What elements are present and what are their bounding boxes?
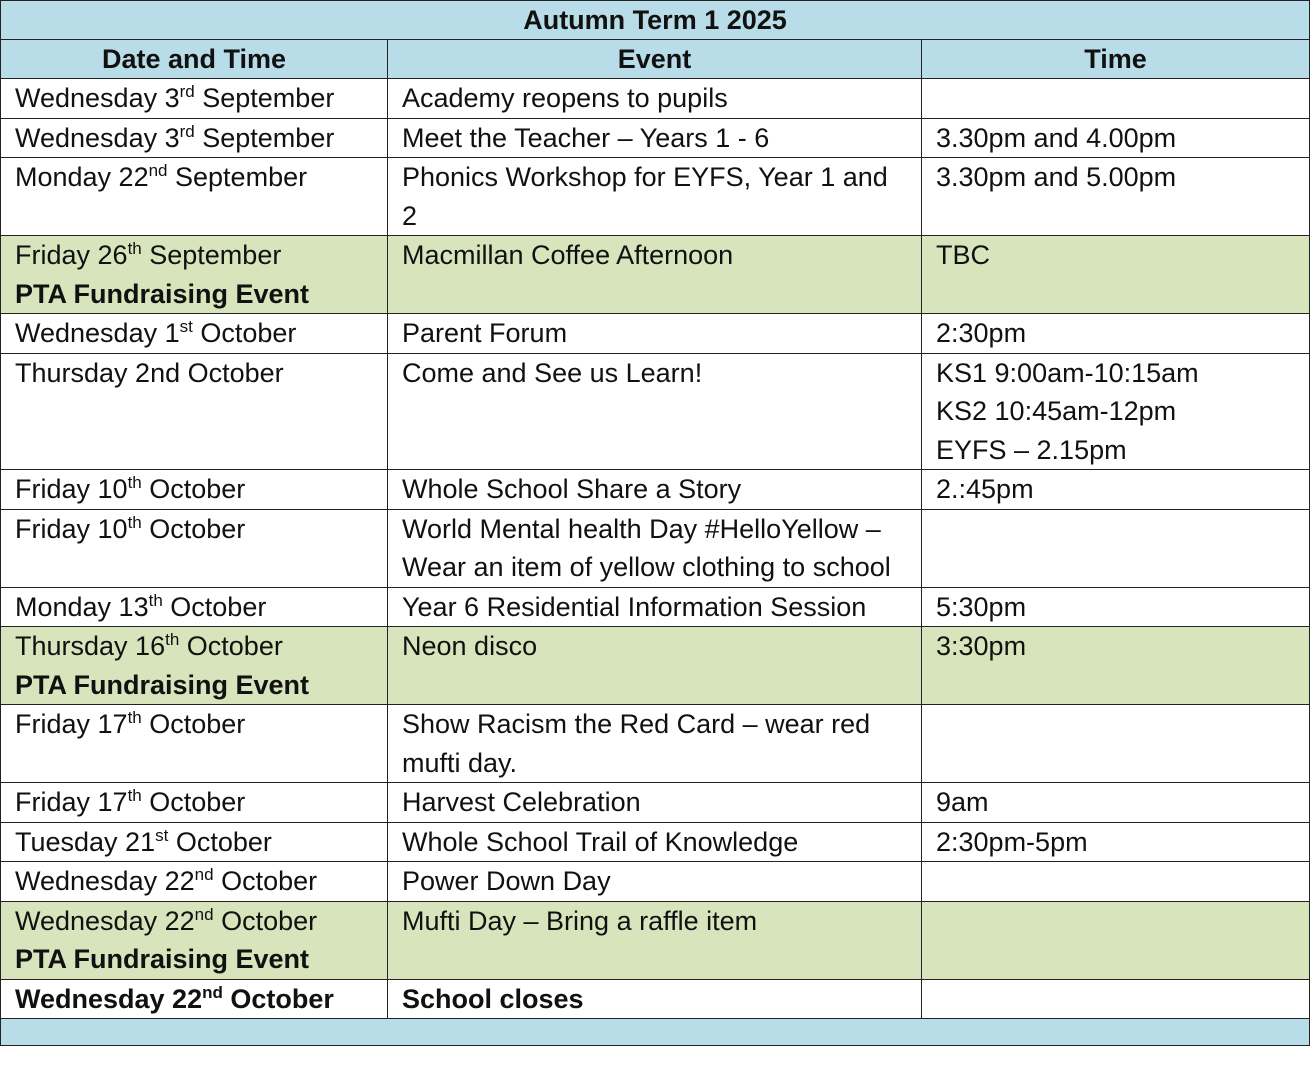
date-cell: Thursday 16th October PTA Fundraising Event — [1, 627, 388, 705]
event-cell: Whole School Trail of Knowledge — [388, 822, 922, 862]
date-cell: Wednesday 22nd October PTA Fundraising Event — [1, 901, 388, 979]
table-row — [1, 587, 1310, 627]
table-title-row — [1, 1, 1310, 40]
table-footer-row — [1, 1019, 1310, 1046]
table-row — [1, 353, 1310, 470]
date-cell: Friday 10th October — [1, 509, 388, 587]
time-cell: TBC — [922, 236, 1310, 314]
event-cell: School closes — [388, 979, 922, 1019]
event-cell: Phonics Workshop for EYFS, Year 1 and 2 — [388, 158, 922, 236]
time-cell: 3.30pm and 4.00pm — [922, 118, 1310, 158]
event-cell: Come and See us Learn! — [388, 353, 922, 470]
date-cell: Wednesday 22nd October — [1, 979, 388, 1019]
event-cell: Mufti Day – Bring a raffle item — [388, 901, 922, 979]
event-cell: Whole School Share a Story — [388, 470, 922, 510]
time-line: EYFS – 2.15pm — [936, 434, 1127, 465]
time-line: KS2 10:45am-12pm — [936, 396, 1177, 426]
header-date: Date and Time — [1, 40, 388, 79]
time-cell — [922, 862, 1310, 902]
event-cell: Harvest Celebration — [388, 783, 922, 823]
event-cell: Meet the Teacher – Years 1 - 6 — [388, 118, 922, 158]
date-cell: Tuesday 21st October — [1, 822, 388, 862]
pta-label: PTA Fundraising Event — [15, 278, 310, 309]
table-row — [1, 822, 1310, 862]
time-cell: 5:30pm — [922, 587, 1310, 627]
date-cell: Friday 10th October — [1, 470, 388, 510]
event-cell: Macmillan Coffee Afternoon — [388, 236, 922, 314]
date-cell: Friday 17th October — [1, 705, 388, 783]
event-cell: Parent Forum — [388, 314, 922, 354]
event-cell: Show Racism the Red Card – wear red mufti day. — [388, 705, 922, 783]
time-cell — [922, 901, 1310, 979]
date-cell: Friday 17th October — [1, 783, 388, 823]
event-cell: Academy reopens to pupils — [388, 79, 922, 119]
table-title: Autumn Term 1 2025 — [1, 1, 1310, 40]
time-cell: 2:30pm — [922, 314, 1310, 354]
date-cell: Monday 13th October — [1, 587, 388, 627]
table-row-pta — [1, 236, 1310, 314]
date-cell: Monday 22nd September — [1, 158, 388, 236]
event-cell: Power Down Day — [388, 862, 922, 902]
table-row-pta — [1, 901, 1310, 979]
time-cell — [922, 353, 1310, 470]
table-row — [1, 509, 1310, 587]
date-cell: Thursday 2nd October — [1, 353, 388, 470]
table-header-row — [1, 40, 1310, 79]
table-row-pta — [1, 627, 1310, 705]
date-cell: Wednesday 22nd October — [1, 862, 388, 902]
table-row — [1, 862, 1310, 902]
date-cell: Wednesday 3rd September — [1, 118, 388, 158]
time-cell: 3:30pm — [922, 627, 1310, 705]
table-footer — [1, 1019, 1310, 1046]
date-cell: Friday 26th September PTA Fundraising Event — [1, 236, 388, 314]
table-row — [1, 314, 1310, 354]
table-row — [1, 118, 1310, 158]
table-row — [1, 79, 1310, 119]
table-row — [1, 783, 1310, 823]
event-cell: Year 6 Residential Information Session — [388, 587, 922, 627]
event-cell: World Mental health Day #HelloYellow – Wear an item of yellow clothing to school — [388, 509, 922, 587]
time-cell: 9am — [922, 783, 1310, 823]
time-cell — [922, 79, 1310, 119]
time-cell — [922, 979, 1310, 1019]
event-cell: Neon disco — [388, 627, 922, 705]
table-row-closing — [1, 979, 1310, 1019]
time-cell: 3.30pm and 5.00pm — [922, 158, 1310, 236]
date-cell: Wednesday 1st October — [1, 314, 388, 354]
time-line: KS1 9:00am-10:15am — [936, 357, 1199, 388]
table-row — [1, 705, 1310, 783]
date-cell: Wednesday 3rd September — [1, 79, 388, 119]
table-row — [1, 158, 1310, 236]
pta-label: PTA Fundraising Event — [15, 944, 310, 974]
header-event: Event — [388, 40, 922, 79]
time-cell: 2:30pm-5pm — [922, 822, 1310, 862]
time-cell — [922, 509, 1310, 587]
time-cell — [922, 705, 1310, 783]
pta-label: PTA Fundraising Event — [15, 669, 310, 700]
table-row — [1, 470, 1310, 510]
time-cell: 2.:45pm — [922, 470, 1310, 510]
header-time: Time — [922, 40, 1310, 79]
